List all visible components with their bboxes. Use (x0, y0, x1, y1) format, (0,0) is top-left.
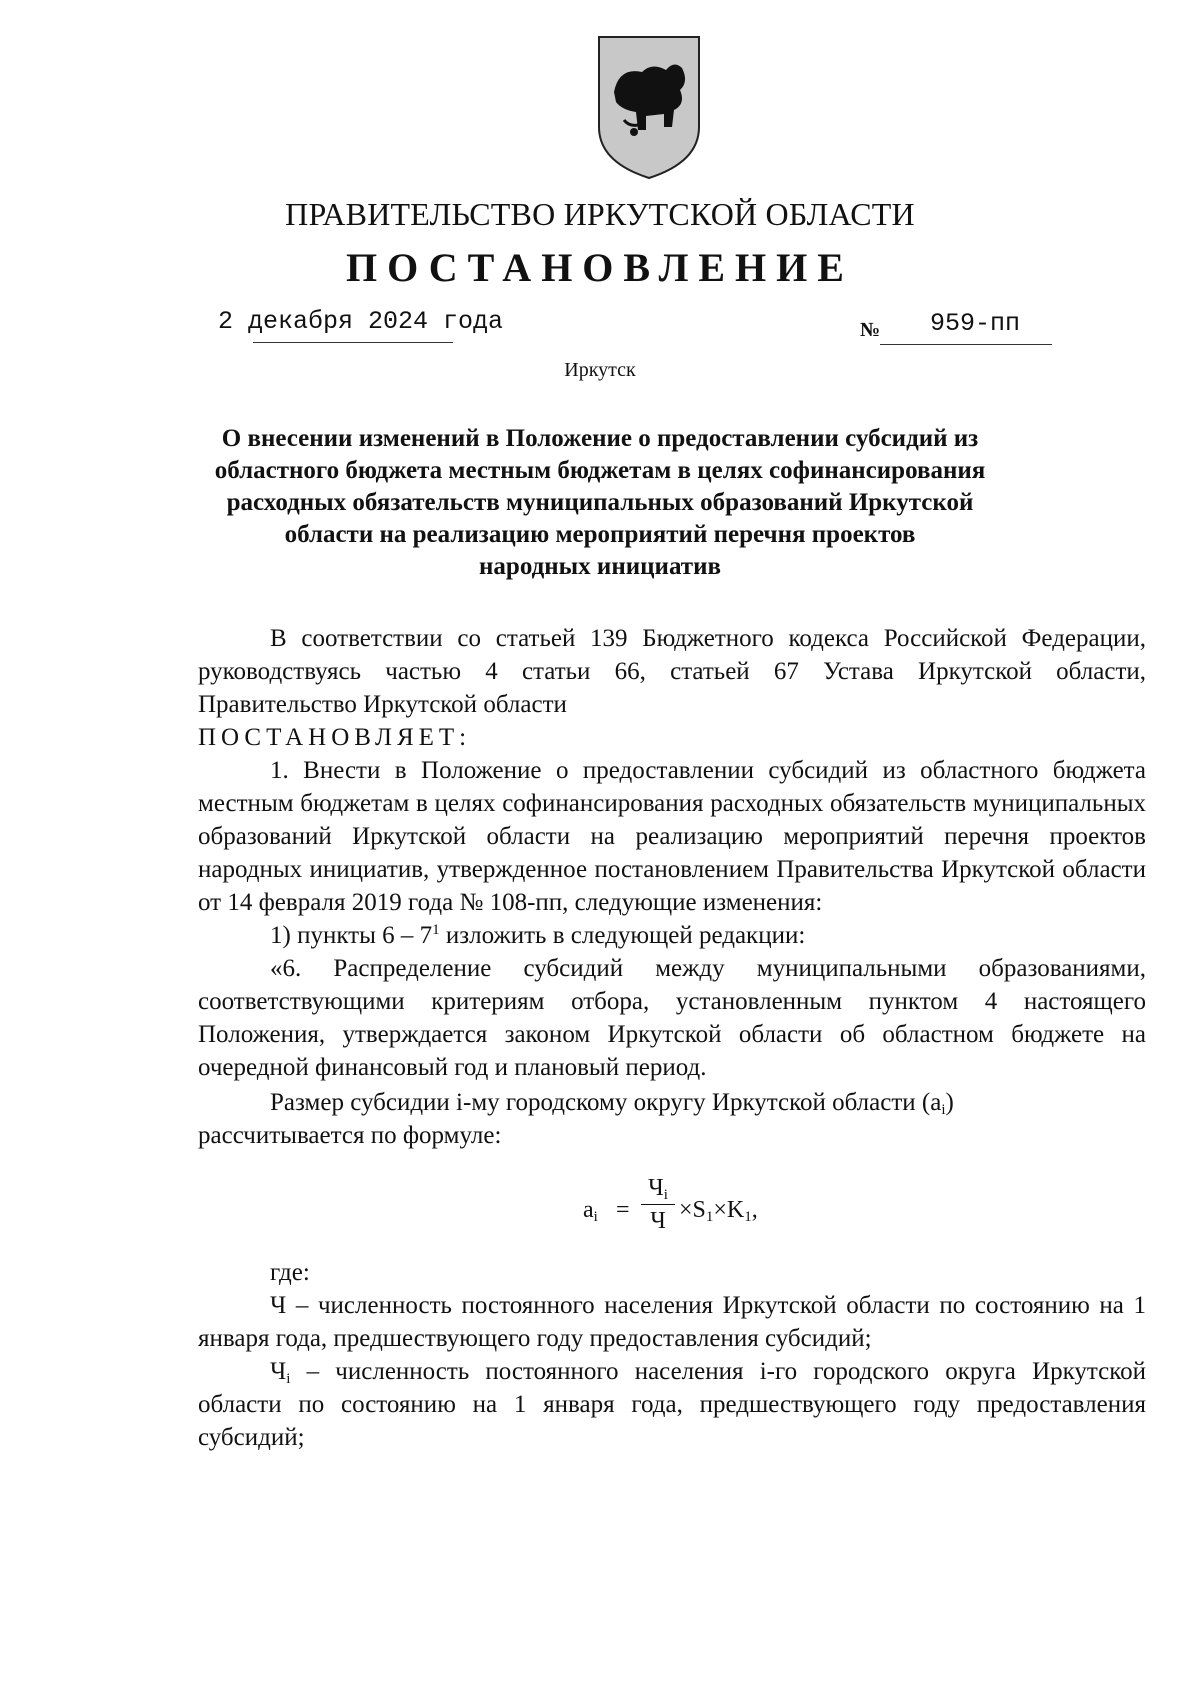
irkutsk-coat-of-arms-icon (594, 32, 704, 182)
date-underline (253, 342, 453, 343)
formula-a-sub: i (593, 1209, 598, 1225)
formula-s: ×S (679, 1197, 706, 1223)
heading-line: народных инициатив (479, 553, 721, 580)
document-body (198, 622, 1146, 1454)
heading-line: области на реализацию мероприятий перечня проектов (284, 521, 916, 548)
formula-numerator (641, 1174, 675, 1202)
subsidy-size-close: ) (945, 1089, 954, 1116)
formula-s-sub: 1 (705, 1209, 714, 1225)
subscript: i (941, 1102, 946, 1118)
formula-lhs (583, 1194, 598, 1227)
formula-num-symbol: Ч (648, 1175, 664, 1201)
definition-ch: Ч – численность постоянного населения Иркутской области по состоянию на 1 января года, предшествующего году предоставления субсидий; (198, 1292, 1146, 1352)
number-underline (880, 344, 1052, 345)
resolves-heading: ПОСТАНОВЛЯЕТ: (198, 724, 472, 751)
formula-k: ×K (713, 1197, 745, 1223)
heading-line: расходных обязательств муниципальных образований Иркутской (226, 489, 974, 516)
item-1-paragraph: 1. Внести в Положение о предоставлении субсидий из областного бюджета местным бюджетам в целях софинансирования расходных обязательств муниципальных образований Иркутской области на реализацию мероприятий перечня проектов народных инициатив, утвержденное постановлением Правительства Иркутской области от 14 февраля 2019 года № 108-пп, следующие изменения: (198, 757, 1146, 916)
heading-line: областного бюджета местным бюджетам в целях софинансирования (214, 457, 986, 484)
definition-text: – численность постоянного населения i-го городского округа Иркутской области по состоянию на 1 января года, предшествующего году предоставления субсидий; (198, 1358, 1146, 1451)
document-date: 2 декабря 2024 года (218, 307, 504, 336)
formula-denominator: Ч (650, 1208, 666, 1234)
where-label: где: (270, 1259, 310, 1286)
formula-k-sub: 1 (744, 1209, 752, 1225)
fraction-bar (641, 1204, 675, 1205)
subsidy-size-text: Размер субсидии i-му городскому округу Иркутской области (a (270, 1089, 942, 1116)
formula-equals: = (616, 1197, 630, 1223)
subsidy-size-paragraph (198, 1086, 1146, 1119)
definition-symbol-sub: i (286, 1371, 291, 1387)
definition-symbol: Ч (270, 1358, 287, 1385)
formula-a: a (583, 1197, 594, 1223)
subitem-1-text: 1) пункты 6 – 7 (270, 922, 433, 949)
formula-rest (679, 1194, 758, 1227)
heading-line: О внесении изменений в Положение о предоставлении субсидий из (221, 425, 979, 452)
superscript: 1 (432, 922, 440, 938)
formula-tail: , (751, 1197, 758, 1223)
formula-fraction (641, 1174, 675, 1235)
number-sign: № (860, 319, 881, 341)
document-type: ПОСТАНОВЛЕНИЕ (346, 245, 854, 290)
subitem-1-text-end: изложить в следующей редакции: (439, 922, 806, 949)
subitem-1-paragraph (198, 919, 1146, 952)
formula-num-sub: i (663, 1187, 668, 1203)
document-heading (200, 423, 1000, 583)
subsidy-size-continued: рассчитывается по формуле: (198, 1122, 502, 1149)
document-number: 959-пп (930, 309, 1021, 338)
preamble-paragraph: В соответствии со статьей 139 Бюджетного кодекса Российской Федерации, руководствуясь частью 4 статьи 66, статьей 67 Устава Иркутской области, Правительство Иркутской области (198, 625, 1146, 718)
government-title: ПРАВИТЕЛЬСТВО ИРКУТСКОЙ ОБЛАСТИ (285, 196, 915, 232)
city: Иркутск (564, 359, 636, 381)
subsidy-formula (198, 1152, 1146, 1252)
definition-ch-i (198, 1355, 1146, 1454)
paragraph-6: «6. Распределение субсидий между муниципальными образованиями, соответствующими критериям отбора, установленным пунктом 4 настоящего Положения, утверждается законом Иркутской области об областном бюджете на очередной финансовый год и плановый период. (198, 955, 1146, 1081)
